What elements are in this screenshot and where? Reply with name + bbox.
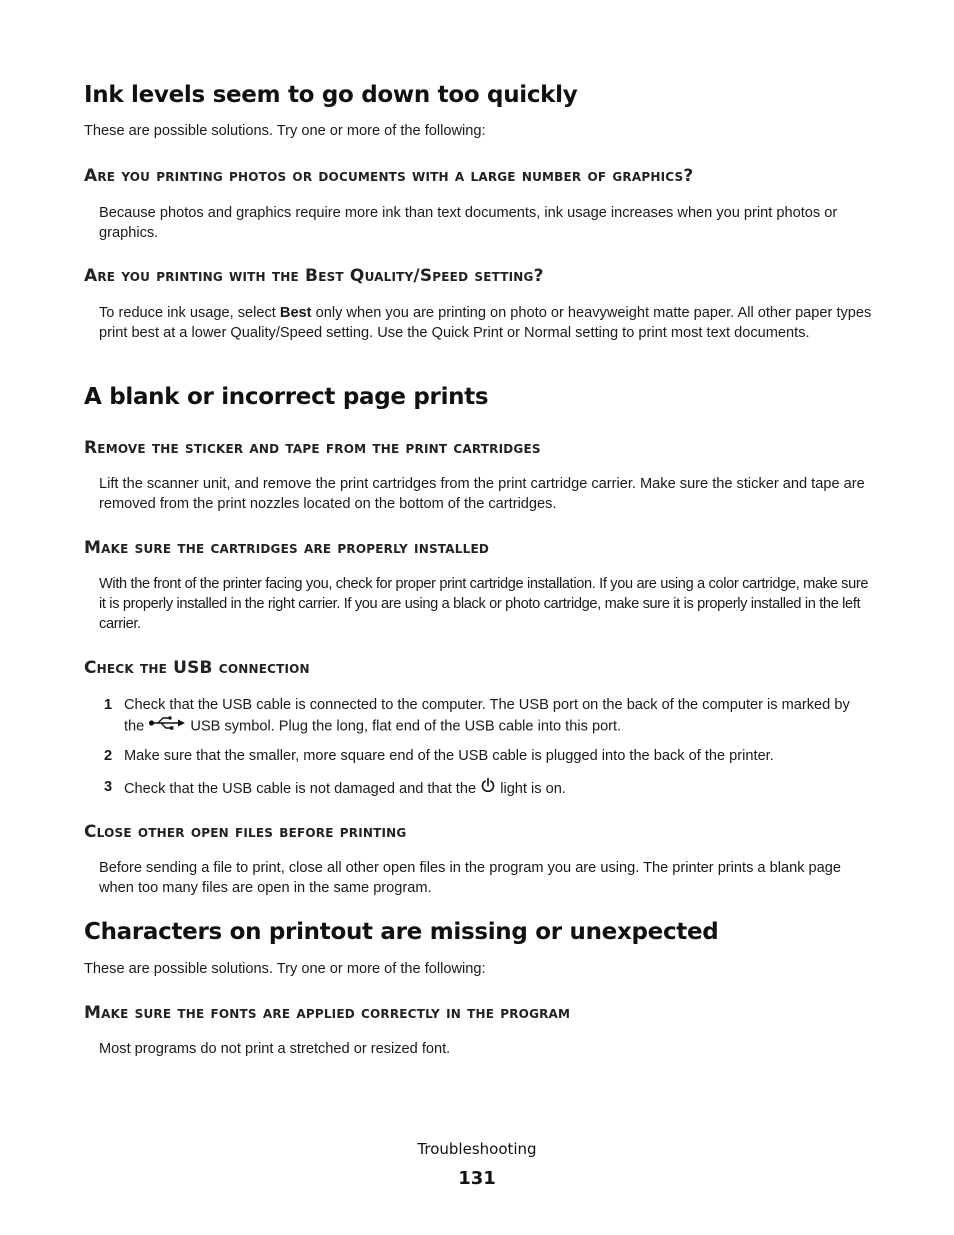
text-segment: light is on. [496, 780, 566, 797]
section-heading-characters-missing: Characters on printout are missing or unexpected [84, 919, 719, 945]
footer-chapter-label: Troubleshooting [417, 1140, 537, 1158]
power-icon [480, 777, 496, 801]
step-text: Make sure that the smaller, more square end of the USB cable is plugged into the back of the printer. [124, 748, 774, 764]
subheading-cartridges-installed: Make sure the cartridges are properly installed [84, 538, 489, 558]
subheading-close-files: Close other open files before printing [84, 822, 407, 842]
numbered-step [99, 695, 874, 737]
subheading-best-quality: Are you printing with the Best Quality/Speed setting? [84, 266, 544, 286]
subheading-remove-sticker: Remove the sticker and tape from the print cartridges [84, 438, 541, 458]
paragraph-cartridges-installed: With the front of the printer facing you, check for proper print cartridge installation. If you are using a color cartridge, make sure it is properly installed in the right carrier. If you are using a black or photo cartridge, make sure it is properly installed in the left carrier. [99, 576, 869, 632]
text-segment: only when you are printing on photo or heavyweight matte paper. All other paper types print best at a lower Quality/Speed setting. Use the Quick Print or Normal setting to print most text documents. [99, 305, 872, 341]
step-number: 3 [104, 779, 113, 795]
step-number: 2 [104, 748, 113, 764]
step-text [124, 695, 874, 737]
usb-icon [148, 716, 186, 737]
paragraph-remove-sticker: Lift the scanner unit, and remove the print cartridges from the print cartridge carrier. Make sure the sticker and tape are removed from the print nozzles located on the bottom of the cartridges. [99, 476, 865, 512]
section-heading-blank-page: A blank or incorrect page prints [84, 384, 489, 410]
text-segment: To reduce ink usage, select [99, 305, 280, 321]
text-segment: Check that the USB cable is not damaged and that the [124, 780, 481, 797]
subheading-photos-graphics: Are you printing photos or documents with a large number of graphics? [84, 166, 694, 186]
paragraph-close-files: Before sending a file to print, close all other open files in the program you are using. The printer prints a blank page when too many files are open in the same program. [99, 860, 842, 896]
text-segment: Check that the USB cable is connected to the computer. The USB port on the back of the computer is marked by the [124, 697, 850, 735]
paragraph-best-quality [99, 303, 874, 343]
numbered-step [99, 777, 874, 801]
page-number: 131 [458, 1168, 496, 1189]
paragraph-photos-graphics: Because photos and graphics require more ink than text documents, ink usage increases when you print photos or graphics. [99, 205, 838, 241]
step-number: 1 [104, 697, 113, 713]
subheading-usb-connection: Check the USB connection [84, 658, 310, 678]
section-intro: These are possible solutions. Try one or more of the following: [84, 961, 486, 977]
bold-setting-name: Best [279, 305, 312, 321]
section-intro: These are possible solutions. Try one or more of the following: [84, 123, 486, 139]
subheading-fonts-applied: Make sure the fonts are applied correctly in the program [84, 1003, 571, 1023]
text-segment: USB symbol. Plug the long, flat end of the USB cable into this port. [186, 718, 622, 735]
section-heading-ink-levels: Ink levels seem to go down too quickly [84, 82, 578, 108]
numbered-step [99, 746, 874, 767]
step-text [124, 777, 874, 801]
paragraph-fonts-applied: Most programs do not print a stretched or resized font. [99, 1041, 451, 1057]
